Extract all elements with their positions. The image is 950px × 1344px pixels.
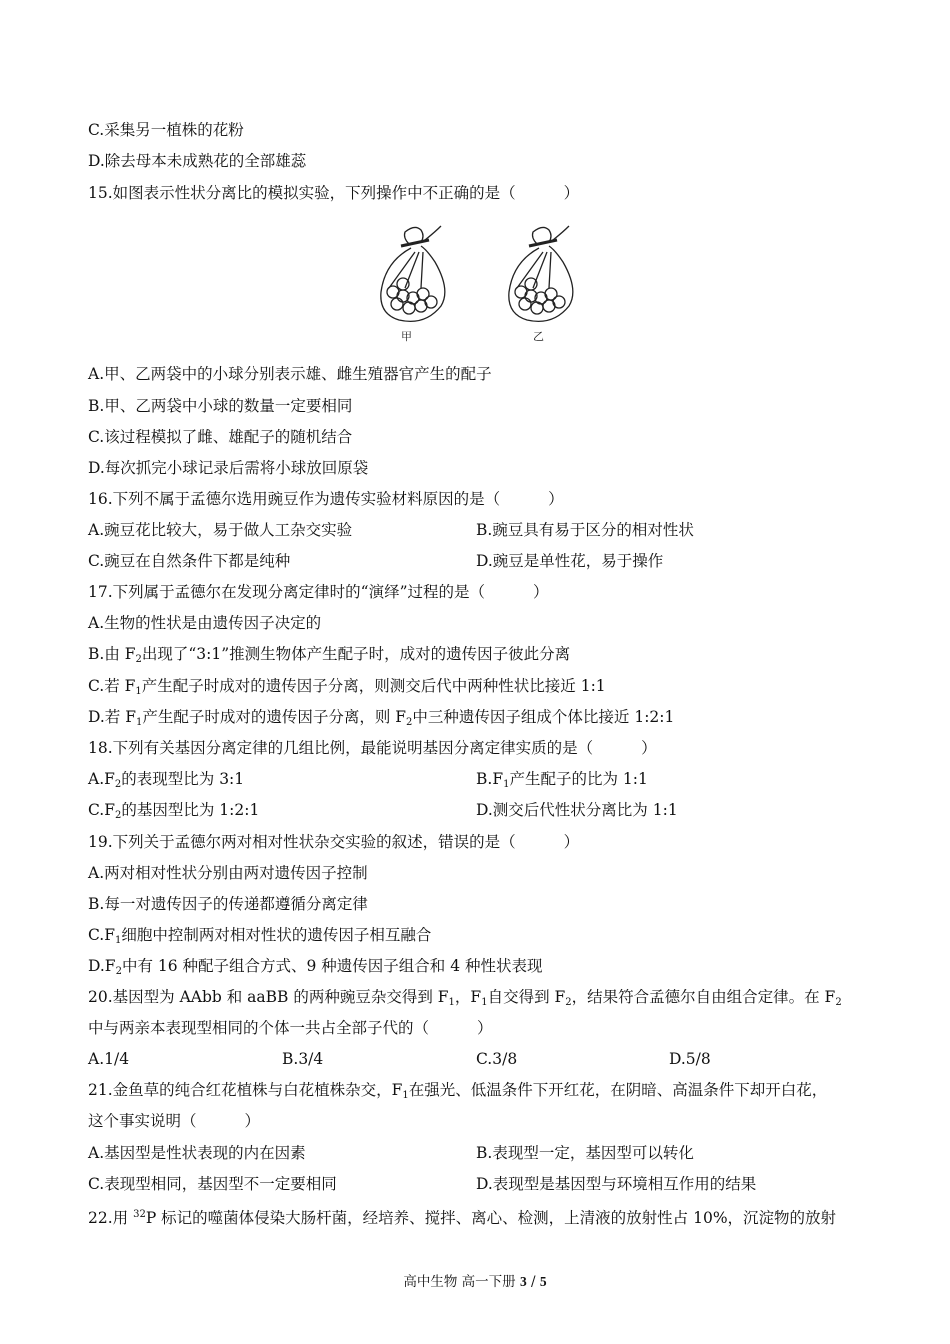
q20-option-b: B.3/4 [282, 1050, 324, 1068]
q20-stem-line2: 中与两亲本表现型相同的个体一共占全部子代的（ ） [88, 1019, 493, 1037]
q19-stem: 19.下列关于孟德尔两对相对性状杂交实验的叙述，错误的是（ ） [88, 833, 580, 851]
q19-option-b: B.每一对遗传因子的传递都遵循分离定律 [88, 895, 368, 913]
q18-option-a: $A.F_2$的表现型比为 3:1 [88, 770, 245, 790]
q21-stem-line2: 这个事实说明（ ） [88, 1112, 261, 1130]
q16-option-d: D.豌豆是单性花，易于操作 [476, 552, 664, 570]
q16-option-b: B.豌豆具有易于区分的相对性状 [476, 521, 694, 539]
q19-option-d: $D.F_2$中有 16 种配子组合方式、9 种遗传因子组合和 4 种性状表现 [88, 957, 543, 977]
q19-option-a: A.两对相对性状分别由两对遗传因子控制 [88, 864, 368, 882]
bag-jia-icon [381, 226, 445, 321]
page-total: 5 [539, 1274, 547, 1289]
q22-stem: 22.用 $^{32}$P 标记的噬菌体侵染大肠杆菌，经培养、搅拌、离心、检测，上清液的放射性占 10%，沉淀物的放射 [88, 1209, 837, 1227]
q21-option-c: C.表现型相同，基因型不一定要相同 [88, 1175, 337, 1193]
q21-option-b: B.表现型一定，基因型可以转化 [476, 1144, 694, 1162]
q15-option-d: D.每次抓完小球记录后需将小球放回原袋 [88, 459, 369, 477]
q17-stem: 17.下列属于孟德尔在发现分离定律时的“演绎”过程的是（ ） [88, 583, 549, 601]
q20-option-c: C.3/8 [476, 1050, 518, 1068]
q14-option-c: C.采集另一植株的花粉 [88, 121, 244, 139]
q16-option-c: C.豌豆在自然条件下都是纯种 [88, 552, 291, 570]
q18-option-d: D.测交后代性状分离比为 1:1 [476, 801, 678, 819]
bag-yi-label: 乙 [533, 330, 544, 343]
q19-option-c: $C.F_1$细胞中控制两对相对性状的遗传因子相互融合 [88, 926, 432, 946]
q21-option-d: D.表现型是基因型与环境相互作用的结果 [476, 1175, 757, 1193]
q16-option-a: A.豌豆花比较大，易于做人工杂交实验 [88, 521, 353, 539]
q15-stem: 15.如图表示性状分离比的模拟实验，下列操作中不正确的是（ ） [88, 184, 580, 202]
q20-option-d: D.5/8 [669, 1050, 711, 1068]
q15-option-b: B.甲、乙两袋中小球的数量一定要相同 [88, 397, 353, 415]
q15-option-a: A.甲、乙两袋中的小球分别表示雄、雌生殖器官产生的配子 [88, 365, 492, 383]
q17-option-b: B.由 $F_2$出现了“3:1”推测生物体产生配子时，成对的遗传因子彼此分离 [88, 645, 571, 665]
q15-option-c: C.该过程模拟了雌、雄配子的随机结合 [88, 428, 353, 446]
q18-stem: 18.下列有关基因分离定律的几组比例，最能说明基因分离定律实质的是（ ） [88, 739, 657, 757]
q18-option-b: $B.F_1$产生配子的比为 1:1 [476, 770, 648, 790]
bag-yi-icon [509, 226, 573, 321]
page-number: 3 [519, 1274, 527, 1289]
q20-stem-line1: 20.基因型为 AAbb 和 aaBB 的两种豌豆杂交得到 $F_1$，$F_1$自交得到 $F_2$，结果符合孟德尔自由组合定律。在 $F_2$ [88, 988, 842, 1008]
q18-option-c: $C.F_2$的基因型比为 1:2:1 [88, 801, 260, 821]
q17-option-a: A.生物的性状是由遗传因子决定的 [88, 614, 322, 632]
q15-bags-figure [375, 222, 575, 346]
q20-option-a: A.1/4 [88, 1050, 130, 1068]
bag-jia-label: 甲 [401, 330, 412, 343]
q14-option-d: D.除去母本未成熟花的全部雄蕊 [88, 152, 307, 170]
page-footer: 高中生物 高一下册 3 / 5 [403, 1274, 547, 1290]
q16-stem: 16.下列不属于孟德尔选用豌豆作为遗传实验材料原因的是（ ） [88, 490, 564, 508]
q21-option-a: A.基因型是性状表现的内在因素 [88, 1144, 306, 1162]
q17-option-c: C.若 $F_1$产生配子时成对的遗传因子分离，则测交后代中两种性状比接近 1:1 [88, 677, 606, 697]
q21-stem-line1: 21.金鱼草的纯合红花植株与白花植株杂交，$F_1$在强光、低温条件下开红花，在阴暗、高温条件下却开白花， [88, 1081, 828, 1101]
q17-option-d: D.若 $F_1$产生配子时成对的遗传因子分离，则 $F_2$中三种遗传因子组成个体比接近 1:2:1 [88, 708, 675, 728]
